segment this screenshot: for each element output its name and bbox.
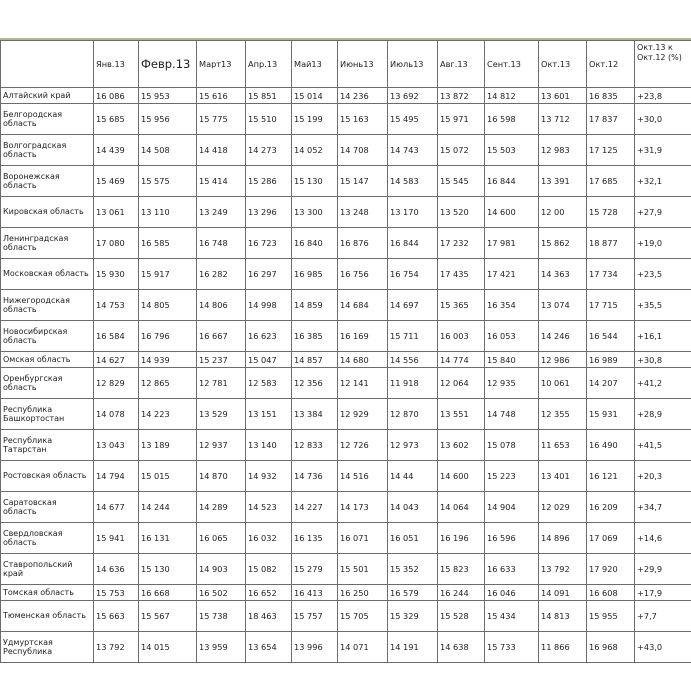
value-cell: 13 170 [388, 197, 438, 228]
value-cell: 16 502 [197, 585, 246, 601]
value-cell: 15 575 [139, 166, 197, 197]
value-cell: 15 953 [139, 88, 197, 104]
value-cell: 16 876 [338, 228, 388, 259]
value-cell: 16 244 [438, 585, 485, 601]
value-cell: 12 141 [338, 368, 388, 399]
value-cell: 13 248 [338, 197, 388, 228]
table-row [1, 461, 691, 492]
value-cell: 13 296 [246, 197, 292, 228]
value-cell: 16 544 [587, 321, 635, 352]
change-cell: +16,1 [635, 321, 691, 352]
region-cell: Свердловская область [1, 523, 94, 554]
value-cell: 13 384 [292, 399, 338, 430]
value-cell: 13 996 [292, 632, 338, 663]
change-cell: +31,9 [635, 135, 691, 166]
value-cell: 13 529 [197, 399, 246, 430]
value-cell: 15 130 [139, 554, 197, 585]
value-cell: 14 015 [139, 632, 197, 663]
region-cell: Саратовская область [1, 492, 94, 523]
value-cell: 16 968 [587, 632, 635, 663]
value-cell: 13 140 [246, 430, 292, 461]
value-cell: 15 971 [438, 104, 485, 135]
value-cell: 17 435 [438, 259, 485, 290]
value-cell: 16 633 [485, 554, 539, 585]
value-cell: 14 191 [388, 632, 438, 663]
region-cell: Воронежская область [1, 166, 94, 197]
value-cell: 14 44 [388, 461, 438, 492]
value-cell: 17 734 [587, 259, 635, 290]
region-cell: Московская область [1, 259, 94, 290]
value-cell: 14 227 [292, 492, 338, 523]
header-cell: Окт.12 [587, 41, 635, 88]
value-cell: 16 585 [139, 228, 197, 259]
value-cell: 12 829 [94, 368, 139, 399]
value-cell: 16 840 [292, 228, 338, 259]
value-cell: 14 870 [197, 461, 246, 492]
table-row [1, 228, 691, 259]
value-cell: 11 653 [539, 430, 587, 461]
value-cell: 12 029 [539, 492, 587, 523]
table-row [1, 368, 691, 399]
value-cell: 15 616 [197, 88, 246, 104]
value-cell: 14 439 [94, 135, 139, 166]
table-row [1, 585, 691, 601]
value-cell: 17 715 [587, 290, 635, 321]
value-cell: 17 069 [587, 523, 635, 554]
region-cell: Алтайский край [1, 88, 94, 104]
value-cell: 15 663 [94, 601, 139, 632]
value-cell: 15 015 [139, 461, 197, 492]
change-cell: +14,6 [635, 523, 691, 554]
value-cell: 14 236 [338, 88, 388, 104]
table-row [1, 259, 691, 290]
value-cell: 15 775 [197, 104, 246, 135]
table-row [1, 430, 691, 461]
value-cell: 15 733 [485, 632, 539, 663]
value-cell: 15 130 [292, 166, 338, 197]
value-cell: 15 501 [338, 554, 388, 585]
value-cell: 13 061 [94, 197, 139, 228]
change-cell: +19,0 [635, 228, 691, 259]
value-cell: 14 708 [338, 135, 388, 166]
value-cell: 16 297 [246, 259, 292, 290]
table-row [1, 601, 691, 632]
value-cell: 15 279 [292, 554, 338, 585]
header-cell: Сент.13 [485, 41, 539, 88]
value-cell: 16 250 [338, 585, 388, 601]
value-cell: 14 627 [94, 352, 139, 368]
value-cell: 14 207 [587, 368, 635, 399]
value-cell: 13 074 [539, 290, 587, 321]
value-cell: 16 003 [438, 321, 485, 352]
region-cell: Кировская область [1, 197, 94, 228]
value-cell: 15 941 [94, 523, 139, 554]
value-cell: 13 043 [94, 430, 139, 461]
value-cell: 13 602 [438, 430, 485, 461]
value-cell: 14 857 [292, 352, 338, 368]
value-cell: 16 652 [246, 585, 292, 601]
change-cell: +23,5 [635, 259, 691, 290]
fuel-price-table [0, 40, 691, 663]
value-cell: 14 680 [338, 352, 388, 368]
value-cell: 17 920 [587, 554, 635, 585]
value-cell: 14 064 [438, 492, 485, 523]
value-cell: 15 365 [438, 290, 485, 321]
region-cell: Ставропольский край [1, 554, 94, 585]
value-cell: 14 043 [388, 492, 438, 523]
header-region [1, 41, 94, 88]
value-cell: 14 774 [438, 352, 485, 368]
value-cell: 13 959 [197, 632, 246, 663]
value-cell: 14 896 [539, 523, 587, 554]
value-cell: 13 601 [539, 88, 587, 104]
value-cell: 17 125 [587, 135, 635, 166]
value-cell: 15 434 [485, 601, 539, 632]
value-cell: 13 391 [539, 166, 587, 197]
value-cell: 16 796 [139, 321, 197, 352]
change-cell: +35,5 [635, 290, 691, 321]
value-cell: 14 418 [197, 135, 246, 166]
value-cell: 10 061 [539, 368, 587, 399]
region-cell: Волгоградская область [1, 135, 94, 166]
table-row [1, 352, 691, 368]
value-cell: 16 169 [338, 321, 388, 352]
region-cell: Новосибирская область [1, 321, 94, 352]
value-cell: 16 756 [338, 259, 388, 290]
header-cell-change: Окт.13 к Окт.12 (%) [635, 41, 691, 88]
change-cell: +27,9 [635, 197, 691, 228]
value-cell: 16 065 [197, 523, 246, 554]
region-cell: Томская область [1, 585, 94, 601]
table-row [1, 166, 691, 197]
value-cell: 16 989 [587, 352, 635, 368]
change-cell: +43,0 [635, 632, 691, 663]
value-cell: 16 121 [587, 461, 635, 492]
value-cell: 14 998 [246, 290, 292, 321]
value-cell: 14 523 [246, 492, 292, 523]
value-cell: 14 583 [388, 166, 438, 197]
value-cell: 18 877 [587, 228, 635, 259]
value-cell: 15 147 [338, 166, 388, 197]
value-cell: 16 053 [485, 321, 539, 352]
value-cell: 14 636 [94, 554, 139, 585]
table-row [1, 632, 691, 663]
value-cell: 15 495 [388, 104, 438, 135]
value-cell: 15 528 [438, 601, 485, 632]
header-cell: Янв.13 [94, 41, 139, 88]
value-cell: 12 973 [388, 430, 438, 461]
value-cell: 15 711 [388, 321, 438, 352]
value-cell: 17 080 [94, 228, 139, 259]
value-cell: 16 584 [94, 321, 139, 352]
value-cell: 14 071 [338, 632, 388, 663]
table-row [1, 321, 691, 352]
value-cell: 12 983 [539, 135, 587, 166]
value-cell: 14 508 [139, 135, 197, 166]
value-cell: 14 697 [388, 290, 438, 321]
value-cell: 13 654 [246, 632, 292, 663]
value-cell: 15 851 [246, 88, 292, 104]
value-cell: 16 748 [197, 228, 246, 259]
header-cell: Февр.13 [139, 41, 197, 88]
value-cell: 14 743 [388, 135, 438, 166]
value-cell: 16 131 [139, 523, 197, 554]
header-cell: Март13 [197, 41, 246, 88]
value-cell: 16 385 [292, 321, 338, 352]
value-cell: 15 567 [139, 601, 197, 632]
value-cell: 15 047 [246, 352, 292, 368]
change-cell: +30,8 [635, 352, 691, 368]
value-cell: 14 736 [292, 461, 338, 492]
value-cell: 12 870 [388, 399, 438, 430]
value-cell: 11 918 [388, 368, 438, 399]
value-cell: 16 844 [388, 228, 438, 259]
value-cell: 16 196 [438, 523, 485, 554]
table-row [1, 104, 691, 135]
value-cell: 12 356 [292, 368, 338, 399]
value-cell: 12 355 [539, 399, 587, 430]
value-cell: 12 929 [338, 399, 388, 430]
value-cell: 12 781 [197, 368, 246, 399]
value-cell: 16 490 [587, 430, 635, 461]
value-cell: 14 939 [139, 352, 197, 368]
change-cell: +30,0 [635, 104, 691, 135]
value-cell: 14 223 [139, 399, 197, 430]
region-cell: Ленинградская область [1, 228, 94, 259]
change-cell: +23,8 [635, 88, 691, 104]
value-cell: 14 600 [438, 461, 485, 492]
value-cell: 16 667 [197, 321, 246, 352]
value-cell: 16 723 [246, 228, 292, 259]
region-cell: Республика Башкортостан [1, 399, 94, 430]
value-cell: 17 981 [485, 228, 539, 259]
value-cell: 14 904 [485, 492, 539, 523]
value-cell: 14 289 [197, 492, 246, 523]
region-cell: Республика Татарстан [1, 430, 94, 461]
value-cell: 15 862 [539, 228, 587, 259]
header-row [1, 41, 691, 88]
value-cell: 13 189 [139, 430, 197, 461]
value-cell: 15 352 [388, 554, 438, 585]
value-cell: 14 052 [292, 135, 338, 166]
value-cell: 13 110 [139, 197, 197, 228]
value-cell: 15 510 [246, 104, 292, 135]
value-cell: 15 014 [292, 88, 338, 104]
value-cell: 17 421 [485, 259, 539, 290]
value-cell: 15 823 [438, 554, 485, 585]
region-cell: Нижегородская область [1, 290, 94, 321]
value-cell: 17 837 [587, 104, 635, 135]
value-cell: 14 677 [94, 492, 139, 523]
value-cell: 14 091 [539, 585, 587, 601]
value-cell: 14 363 [539, 259, 587, 290]
value-cell: 13 792 [94, 632, 139, 663]
header-cell: Июль13 [388, 41, 438, 88]
value-cell: 14 812 [485, 88, 539, 104]
change-cell: +28,9 [635, 399, 691, 430]
header-cell: Авг.13 [438, 41, 485, 88]
change-cell: +29,9 [635, 554, 691, 585]
value-cell: 16 623 [246, 321, 292, 352]
value-cell: 13 692 [388, 88, 438, 104]
value-cell: 15 078 [485, 430, 539, 461]
region-cell: Омская область [1, 352, 94, 368]
value-cell: 13 401 [539, 461, 587, 492]
change-cell: +34,7 [635, 492, 691, 523]
value-cell: 15 223 [485, 461, 539, 492]
header-cell: Окт.13 [539, 41, 587, 88]
table-row [1, 88, 691, 104]
value-cell: 15 738 [197, 601, 246, 632]
value-cell: 14 813 [539, 601, 587, 632]
value-cell: 14 246 [539, 321, 587, 352]
value-cell: 14 078 [94, 399, 139, 430]
value-cell: 14 859 [292, 290, 338, 321]
region-cell: Оренбургская область [1, 368, 94, 399]
value-cell: 13 151 [246, 399, 292, 430]
value-cell: 14 794 [94, 461, 139, 492]
value-cell: 16 282 [197, 259, 246, 290]
table-row [1, 492, 691, 523]
value-cell: 11 866 [539, 632, 587, 663]
value-cell: 15 840 [485, 352, 539, 368]
change-cell: +17,9 [635, 585, 691, 601]
value-cell: 12 00 [539, 197, 587, 228]
value-cell: 17 232 [438, 228, 485, 259]
value-cell: 16 413 [292, 585, 338, 601]
value-cell: 12 726 [338, 430, 388, 461]
region-cell: Удмуртская Республика [1, 632, 94, 663]
value-cell: 16 754 [388, 259, 438, 290]
value-cell: 16 051 [388, 523, 438, 554]
value-cell: 12 865 [139, 368, 197, 399]
value-cell: 12 935 [485, 368, 539, 399]
value-cell: 14 932 [246, 461, 292, 492]
value-cell: 16 608 [587, 585, 635, 601]
value-cell: 13 872 [438, 88, 485, 104]
value-cell: 12 583 [246, 368, 292, 399]
value-cell: 16 985 [292, 259, 338, 290]
value-cell: 16 668 [139, 585, 197, 601]
value-cell: 16 135 [292, 523, 338, 554]
value-cell: 15 545 [438, 166, 485, 197]
value-cell: 15 163 [338, 104, 388, 135]
value-cell: 16 596 [485, 523, 539, 554]
value-cell: 18 463 [246, 601, 292, 632]
value-cell: 15 956 [139, 104, 197, 135]
change-cell: +20,3 [635, 461, 691, 492]
value-cell: 14 600 [485, 197, 539, 228]
value-cell: 15 199 [292, 104, 338, 135]
value-cell: 15 931 [587, 399, 635, 430]
value-cell: 13 249 [197, 197, 246, 228]
value-cell: 16 046 [485, 585, 539, 601]
value-cell: 14 638 [438, 632, 485, 663]
value-cell: 15 237 [197, 352, 246, 368]
value-cell: 15 469 [94, 166, 139, 197]
value-cell: 13 551 [438, 399, 485, 430]
value-cell: 13 792 [539, 554, 587, 585]
value-cell: 16 209 [587, 492, 635, 523]
value-cell: 16 835 [587, 88, 635, 104]
value-cell: 14 244 [139, 492, 197, 523]
value-cell: 14 684 [338, 290, 388, 321]
value-cell: 15 329 [388, 601, 438, 632]
change-cell: +32,1 [635, 166, 691, 197]
value-cell: 17 685 [587, 166, 635, 197]
table-row [1, 197, 691, 228]
value-cell: 15 072 [438, 135, 485, 166]
value-cell: 16 071 [338, 523, 388, 554]
table-row [1, 554, 691, 585]
table-row [1, 290, 691, 321]
value-cell: 12 064 [438, 368, 485, 399]
value-cell: 14 903 [197, 554, 246, 585]
value-cell: 14 556 [388, 352, 438, 368]
value-cell: 13 520 [438, 197, 485, 228]
value-cell: 12 833 [292, 430, 338, 461]
value-cell: 15 728 [587, 197, 635, 228]
value-cell: 16 354 [485, 290, 539, 321]
value-cell: 14 805 [139, 290, 197, 321]
value-cell: 15 286 [246, 166, 292, 197]
value-cell: 16 086 [94, 88, 139, 104]
value-cell: 15 414 [197, 166, 246, 197]
table-row [1, 523, 691, 554]
value-cell: 14 806 [197, 290, 246, 321]
value-cell: 14 173 [338, 492, 388, 523]
value-cell: 13 300 [292, 197, 338, 228]
header-cell: Май13 [292, 41, 338, 88]
value-cell: 12 937 [197, 430, 246, 461]
value-cell: 12 986 [539, 352, 587, 368]
value-cell: 15 685 [94, 104, 139, 135]
value-cell: 15 757 [292, 601, 338, 632]
value-cell: 16 598 [485, 104, 539, 135]
value-cell: 14 748 [485, 399, 539, 430]
region-cell: Тюменская область [1, 601, 94, 632]
region-cell: Ростовская область [1, 461, 94, 492]
value-cell: 16 844 [485, 166, 539, 197]
value-cell: 16 579 [388, 585, 438, 601]
header-cell: Июнь13 [338, 41, 388, 88]
value-cell: 15 930 [94, 259, 139, 290]
value-cell: 16 032 [246, 523, 292, 554]
value-cell: 14 516 [338, 461, 388, 492]
value-cell: 15 082 [246, 554, 292, 585]
value-cell: 15 705 [338, 601, 388, 632]
value-cell: 15 955 [587, 601, 635, 632]
value-cell: 13 712 [539, 104, 587, 135]
header-cell: Апр.13 [246, 41, 292, 88]
change-cell: +41,2 [635, 368, 691, 399]
region-cell: Белгородская область [1, 104, 94, 135]
change-cell: +41,5 [635, 430, 691, 461]
value-cell: 14 753 [94, 290, 139, 321]
value-cell: 15 503 [485, 135, 539, 166]
change-cell: +7,7 [635, 601, 691, 632]
value-cell: 15 917 [139, 259, 197, 290]
table-row [1, 135, 691, 166]
value-cell: 15 753 [94, 585, 139, 601]
table-row [1, 399, 691, 430]
value-cell: 14 273 [246, 135, 292, 166]
